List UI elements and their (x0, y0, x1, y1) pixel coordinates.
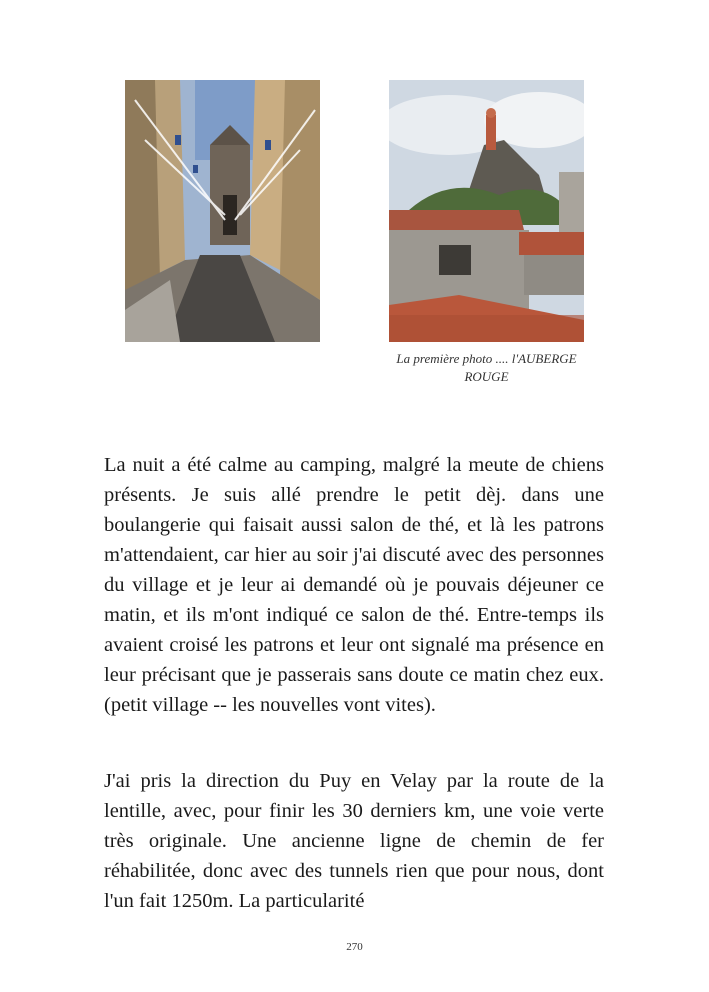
paragraph-2: J'ai pris la direction du Puy en Velay par la route de la lentille, avec, pour finir les 30 derniers km, une voie verte très originale. Une ancienne ligne de chemin de fer réhabilitée, donc avec des tunnels rien que pour nous, dont l'un fait 1250m. La particularité (104, 770, 604, 912)
street-photo (125, 80, 320, 342)
page-number: 270 (346, 941, 363, 953)
photo-caption: La première photo .... l'AUBERGE ROUGE (396, 351, 577, 384)
paragraph-1: La nuit a été calme au camping, malgré la meute de chiens présents. Je suis allé prendre le petit dèj. dans une boulangerie qui faisait aussi salon de thé, et là les patrons m'attendaient, car hier au soir j'ai discuté avec des personnes du village et je leur ai demandé où je pouvais déjeuner ce matin, et ils m'ont indiqué ce salon de thé. Entre-temps ils avaient croisé les patrons et leur ont signalé ma présence en leur précisant que je passerais sans doute ce matin chez eux. (petit village -- les nouvelles vont vites). (104, 454, 604, 716)
statue-photo (389, 80, 584, 342)
